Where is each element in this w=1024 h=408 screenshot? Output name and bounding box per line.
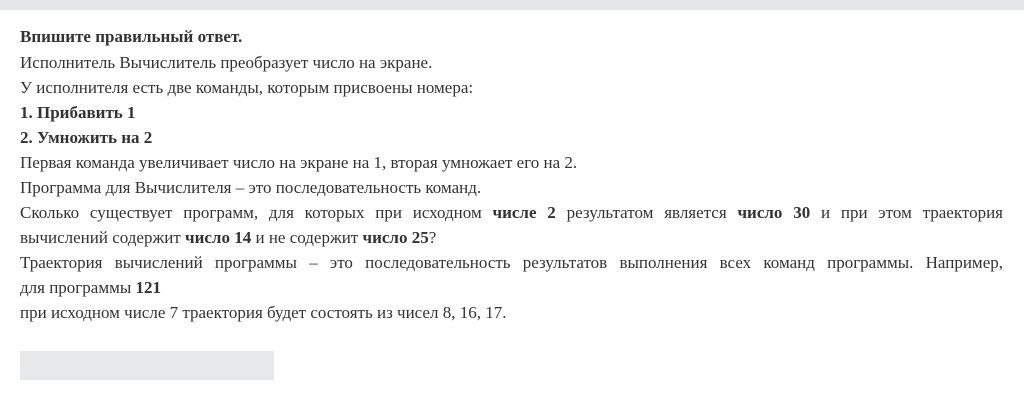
task-content [20, 24, 1003, 325]
intro-line-2: У исполнителя есть две команды, которым присвоены номера: [20, 78, 474, 97]
question-text: и при этом траектория [810, 203, 1003, 222]
command-description: Первая команда увеличивает число на экране на 1, вторая умножает его на 2. [20, 153, 578, 172]
question-text: Сколько существует программ, для которых при исходном [20, 203, 493, 222]
start-number: числе 2 [492, 203, 556, 222]
top-strip [0, 0, 1024, 10]
question-text: вычислений содержит [20, 228, 185, 247]
required-number: число 14 [185, 228, 252, 247]
answer-input[interactable] [20, 351, 274, 380]
question-text: ? [428, 228, 437, 247]
command-2-text: 2. Умножить на 2 [20, 128, 153, 147]
question-text: результатом является [555, 203, 738, 222]
question-text: и не содержит [251, 228, 363, 247]
program-definition: Программа для Вычислителя – это последовательность команд. [20, 178, 482, 197]
command-2 [20, 125, 1003, 150]
trajectory-line-1: Траектория вычислений программы – это последовательность результатов выполнения всех команд программы. Например, [20, 253, 1003, 272]
task-instruction: Впишите правильный ответ. [20, 27, 243, 46]
command-1 [20, 100, 1003, 125]
target-number: число 30 [737, 203, 811, 222]
intro-line-1: Исполнитель Вычислитель преобразует число на экране. [20, 53, 433, 72]
trajectory-line-2 [20, 275, 1003, 300]
command-1-text: 1. Прибавить 1 [20, 103, 136, 122]
question-line-1 [20, 200, 1003, 225]
trajectory-line-3: при исходном числе 7 траектория будет состоять из чисел 8, 16, 17. [20, 303, 507, 322]
excluded-number: число 25 [362, 228, 429, 247]
example-program: 121 [135, 278, 162, 297]
question-line-2 [20, 225, 1003, 250]
trajectory-text: для программы [20, 278, 136, 297]
